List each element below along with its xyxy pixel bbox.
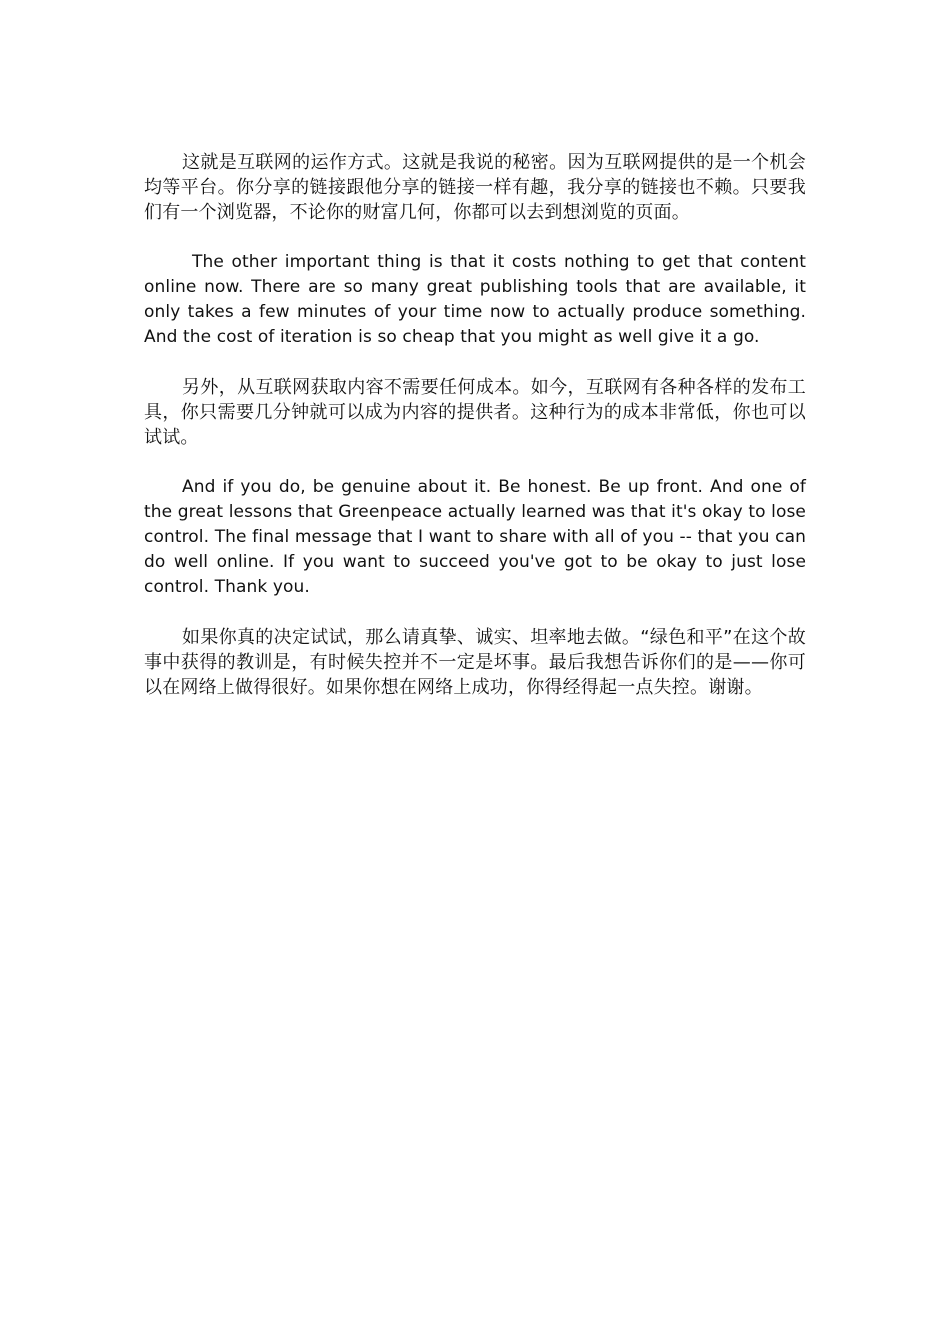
paragraph-english-1: The other important thing is that it costs nothing to get that content online now. There are so many great publishing tools that are available, it only takes a few minutes of your time now to actually produce something. And the cost of iteration is so cheap that you might as well give it a go.	[144, 252, 806, 347]
paragraph-english-2: And if you do, be genuine about it. Be honest. Be up front. And one of the great lessons that Greenpeace actually learned was that it's okay to lose control. The final message that I want to share with all of you -- that you can do well online. If you want to succeed you've got to be okay to just lose control. Thank you.	[144, 477, 806, 597]
document-body	[144, 150, 806, 725]
paragraph-chinese-1: 这就是互联网的运作方式。这就是我说的秘密。因为互联网提供的是一个机会均等平台。你分享的链接跟他分享的链接一样有趣，我分享的链接也不赖。只要我们有一个浏览器，不论你的财富几何，你都可以去到想浏览的页面。	[144, 152, 806, 223]
paragraph-chinese-3: 如果你真的决定试试，那么请真挚、诚实、坦率地去做。“绿色和平”在这个故事中获得的教训是，有时候失控并不一定是坏事。最后我想告诉你们的是——你可以在网络上做得很好。如果你想在网络上成功，你得经得起一点失控。谢谢。	[144, 627, 806, 698]
paragraph-chinese-2: 另外，从互联网获取内容不需要任何成本。如今，互联网有各种各样的发布工具，你只需要几分钟就可以成为内容的提供者。这种行为的成本非常低，你也可以试试。	[144, 377, 806, 448]
